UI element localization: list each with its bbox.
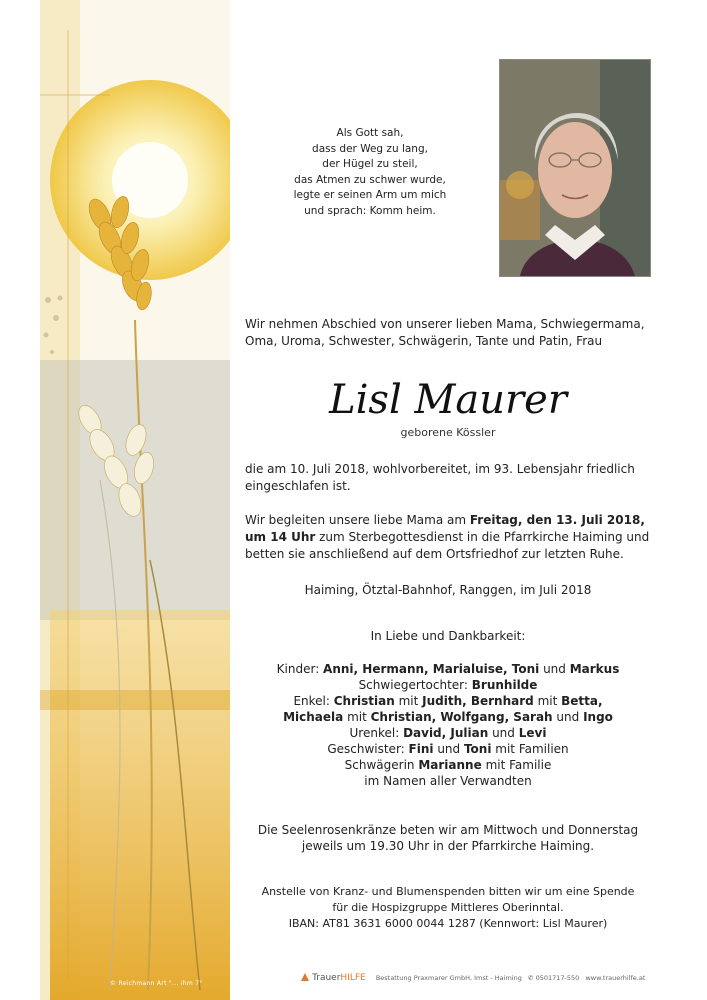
place-block: [245, 582, 651, 599]
love-block: [245, 628, 651, 645]
names: Christian, Wolfgang, Sarah: [370, 710, 553, 724]
funeral-text-1: Wir begleiten unsere liebe Mama am: [245, 513, 470, 527]
family-line-schwiegertochter: [245, 677, 651, 693]
intro-text: Wir nehmen Abschied von unserer lieben Mama, Schwiegermama, Oma, Uroma, Schwester, Schwägerin, Tante und Patin, Frau: [245, 317, 645, 348]
family-line-schwaegerin: [245, 757, 651, 773]
names: Levi: [518, 726, 547, 740]
names: Toni: [463, 742, 492, 756]
phone-text: 0501717-550: [535, 974, 580, 982]
names: Markus: [569, 662, 620, 676]
family-line-kinder: [245, 661, 651, 677]
website-link[interactable]: www.trauerhilfe.at: [585, 974, 646, 982]
intro-block: [245, 316, 651, 350]
funeral-text-2: zum Sterbegottesdienst in die Pfarrkirche Haiming und betten sie anschließend auf dem Ortsfriedhof zur letzten Ruhe.: [245, 530, 650, 561]
label: Geschwister:: [327, 742, 409, 756]
names: Christian: [333, 694, 395, 708]
poem-line: Als Gott sah,: [336, 127, 404, 139]
conj: mit: [343, 710, 371, 724]
family-line-enkel: [245, 693, 651, 709]
names: Anni, Hermann, Marialuise, Toni: [323, 662, 540, 676]
names: Ingo: [583, 710, 613, 724]
label: Schwiegertochter:: [358, 678, 472, 692]
conj: und: [433, 742, 464, 756]
birth-name: geborene Kössler: [400, 426, 496, 439]
footer: [300, 972, 680, 986]
phone-icon: ✆: [528, 974, 534, 982]
trauerhilfe-logo-icon: [300, 972, 310, 984]
poem-line: und sprach: Komm heim.: [304, 204, 436, 217]
label: Urenkel:: [349, 726, 404, 740]
family-line-urenkel: [245, 725, 651, 741]
label: Schwägerin: [344, 758, 419, 772]
names: Fini: [408, 742, 434, 756]
names: Marianne: [418, 758, 482, 772]
poem-line: das Atmen zu schwer wurde,: [294, 173, 446, 186]
place-date: Haiming, Ötztal-Bahnhof, Ranggen, im Juli 2018: [304, 583, 592, 597]
watercolor-artwork: [40, 0, 230, 1000]
family-line-enkel-2: [245, 709, 651, 725]
iban-line: IBAN: AT81 3631 6000 0044 1287 (Kennwort: Lisl Maurer): [288, 917, 608, 930]
poem: [260, 126, 480, 219]
conj: und: [552, 710, 584, 724]
names: Michaela: [283, 710, 344, 724]
donation-block: [245, 884, 651, 932]
poem-line: der Hügel zu steil,: [322, 158, 418, 170]
label: Enkel:: [293, 694, 334, 708]
rosary-line: jeweils um 19.30 Uhr in der Pfarrkirche Haiming.: [301, 839, 595, 853]
brand-b: HILFE: [340, 973, 366, 983]
conj: und: [539, 662, 570, 676]
death-block: [245, 461, 651, 495]
company-text: Bestattung Praxmarer GmbH, Imst - Haiming: [375, 974, 522, 982]
funeral-text: [245, 512, 651, 563]
rosary-block: [245, 822, 651, 854]
deceased-name: Lisl Maurer: [329, 377, 567, 423]
portrait-photo: [499, 59, 651, 277]
brand-name: [312, 973, 366, 983]
label: mit Familien: [491, 742, 569, 756]
love-line: In Liebe und Dankbarkeit:: [370, 629, 526, 643]
poem-line: legte er seinen Arm um mich: [293, 189, 447, 201]
conj: mit: [533, 694, 562, 708]
rosary-line: Die Seelenrosenkränze beten wir am Mittwoch und Donnerstag: [257, 823, 639, 837]
label: mit Familie: [481, 758, 552, 772]
funeral-date: Freitag, den 13. Juli 2018, um 14 Uhr: [245, 513, 645, 544]
brand-a: Trauer: [312, 973, 341, 983]
donation-line: Anstelle von Kranz- und Blumenspenden bitten wir um eine Spende: [261, 885, 635, 898]
art-credit: © Reichmann Art "... ihm 7": [110, 980, 203, 987]
names: Judith, Bernhard: [422, 694, 534, 708]
family-list: [245, 661, 651, 789]
names: Brunhilde: [471, 678, 538, 692]
family-line-geschwister: [245, 741, 651, 757]
poem-line: dass der Weg zu lang,: [312, 142, 428, 155]
names: Betta,: [561, 694, 603, 708]
conj: und: [488, 726, 519, 740]
label: Kinder:: [276, 662, 324, 676]
conj: mit: [394, 694, 423, 708]
donation-line: für die Hospizgruppe Mittleres Oberinntal.: [332, 901, 564, 914]
family-line-relatives: im Namen aller Verwandten: [364, 774, 532, 788]
names: David, Julian: [403, 726, 489, 740]
death-text: die am 10. Juli 2018, wohlvorbereitet, im 93. Lebensjahr friedlich eingeschlafen ist.: [245, 462, 635, 493]
funeral-block: [245, 512, 651, 563]
